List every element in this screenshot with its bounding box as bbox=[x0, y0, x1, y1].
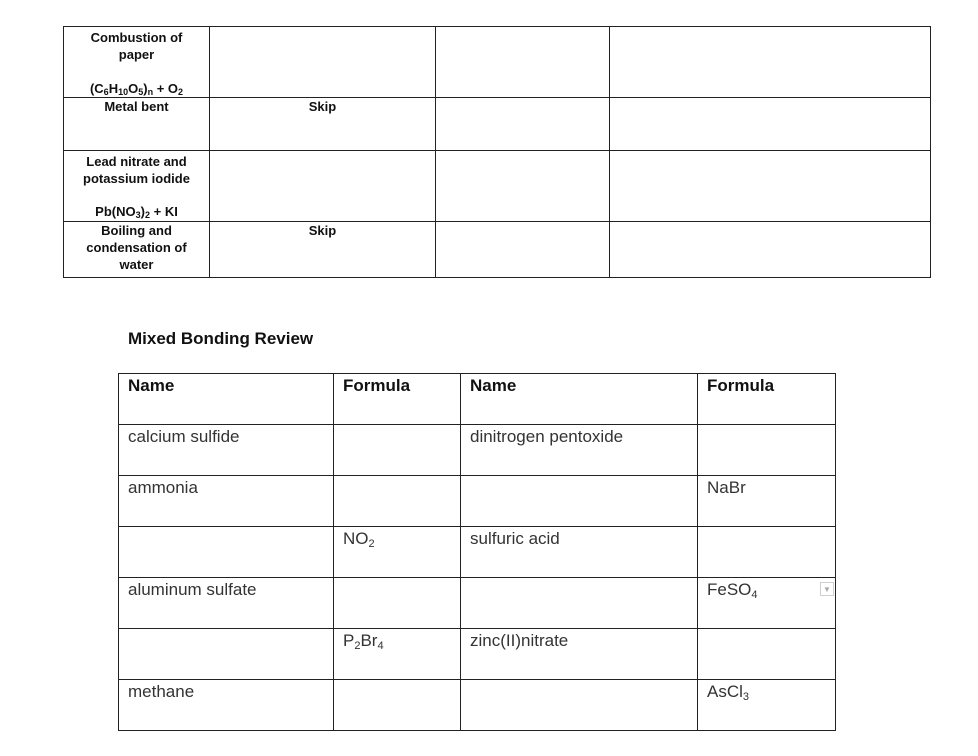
reaction-formula: $(C_6H_{10}O_5)_n + O_2$ bbox=[89, 81, 184, 97]
table-row bbox=[119, 527, 836, 578]
formula-cell[interactable] bbox=[698, 629, 836, 680]
column-header-name: Name bbox=[461, 374, 698, 425]
table-row bbox=[119, 425, 836, 476]
reaction-formula: $Pb(NO_3)_2$ + KI bbox=[95, 204, 178, 220]
reaction-cell[interactable] bbox=[610, 98, 931, 151]
skip-text: Skip bbox=[308, 99, 337, 114]
formula-cell[interactable] bbox=[334, 578, 461, 629]
reactions-table bbox=[63, 26, 931, 278]
name-cell[interactable] bbox=[461, 680, 698, 731]
section-title: Mixed Bonding Review bbox=[128, 329, 314, 348]
reaction-cell-metal-bent[interactable] bbox=[64, 98, 210, 151]
formula-cell[interactable] bbox=[334, 476, 461, 527]
reaction-cell[interactable] bbox=[610, 222, 931, 278]
reaction-cell[interactable] bbox=[436, 222, 610, 278]
table-row bbox=[119, 680, 836, 731]
reaction-cell[interactable] bbox=[210, 222, 436, 278]
column-header-formula: Formula bbox=[334, 374, 461, 425]
reaction-cell-boiling[interactable] bbox=[64, 222, 210, 278]
formula-cell[interactable] bbox=[334, 425, 461, 476]
formula-cell[interactable]: FeSO4 ▼ bbox=[698, 578, 836, 629]
reaction-label: paper bbox=[118, 47, 155, 62]
reaction-label: Lead nitrate and bbox=[86, 154, 187, 169]
table-row bbox=[64, 27, 931, 98]
table-row bbox=[64, 222, 931, 278]
column-header-name: Name bbox=[119, 374, 334, 425]
table-row bbox=[119, 629, 836, 680]
formula-cell[interactable]: AsCl3 bbox=[698, 680, 836, 731]
formula-cell[interactable]: P2Br4 bbox=[334, 629, 461, 680]
reaction-label: Combustion of bbox=[90, 30, 183, 45]
name-cell[interactable] bbox=[461, 578, 698, 629]
name-cell[interactable]: calcium sulfide bbox=[119, 425, 334, 476]
reaction-label: water bbox=[119, 257, 154, 272]
formula-cell[interactable]: NO2 bbox=[334, 527, 461, 578]
reaction-label: Metal bent bbox=[104, 99, 169, 114]
name-cell[interactable]: methane bbox=[119, 680, 334, 731]
formula-cell[interactable] bbox=[698, 425, 836, 476]
reaction-cell[interactable] bbox=[210, 27, 436, 98]
reaction-cell-lead-nitrate[interactable] bbox=[64, 151, 210, 222]
table-row bbox=[119, 578, 836, 629]
formula-cell[interactable]: NaBr bbox=[698, 476, 836, 527]
column-header-formula: Formula bbox=[698, 374, 836, 425]
reaction-cell[interactable] bbox=[610, 27, 931, 98]
name-cell[interactable]: aluminum sulfate bbox=[119, 578, 334, 629]
table-row bbox=[119, 476, 836, 527]
reaction-cell[interactable] bbox=[210, 98, 436, 151]
reaction-label: condensation of bbox=[86, 240, 187, 255]
reaction-label: Boiling and bbox=[101, 223, 172, 238]
name-cell[interactable]: zinc(II)nitrate bbox=[461, 629, 698, 680]
reaction-cell[interactable] bbox=[436, 98, 610, 151]
dropdown-arrow-icon[interactable]: ▼ bbox=[820, 582, 834, 596]
name-cell[interactable]: sulfuric acid bbox=[461, 527, 698, 578]
name-cell[interactable]: dinitrogen pentoxide bbox=[461, 425, 698, 476]
skip-text: Skip bbox=[308, 223, 337, 238]
name-cell[interactable] bbox=[461, 476, 698, 527]
name-cell[interactable]: ammonia bbox=[119, 476, 334, 527]
reaction-cell[interactable] bbox=[610, 151, 931, 222]
table-row bbox=[64, 151, 931, 222]
name-cell[interactable] bbox=[119, 527, 334, 578]
reaction-label: potassium iodide bbox=[83, 171, 190, 186]
header-row bbox=[119, 374, 836, 425]
name-cell[interactable] bbox=[119, 629, 334, 680]
reaction-cell[interactable] bbox=[436, 27, 610, 98]
table-row bbox=[64, 98, 931, 151]
bonding-table bbox=[118, 373, 836, 731]
formula-cell[interactable] bbox=[334, 680, 461, 731]
reaction-cell-combustion[interactable] bbox=[64, 27, 210, 98]
reaction-cell[interactable] bbox=[210, 151, 436, 222]
reaction-cell[interactable] bbox=[436, 151, 610, 222]
formula-cell[interactable] bbox=[698, 527, 836, 578]
